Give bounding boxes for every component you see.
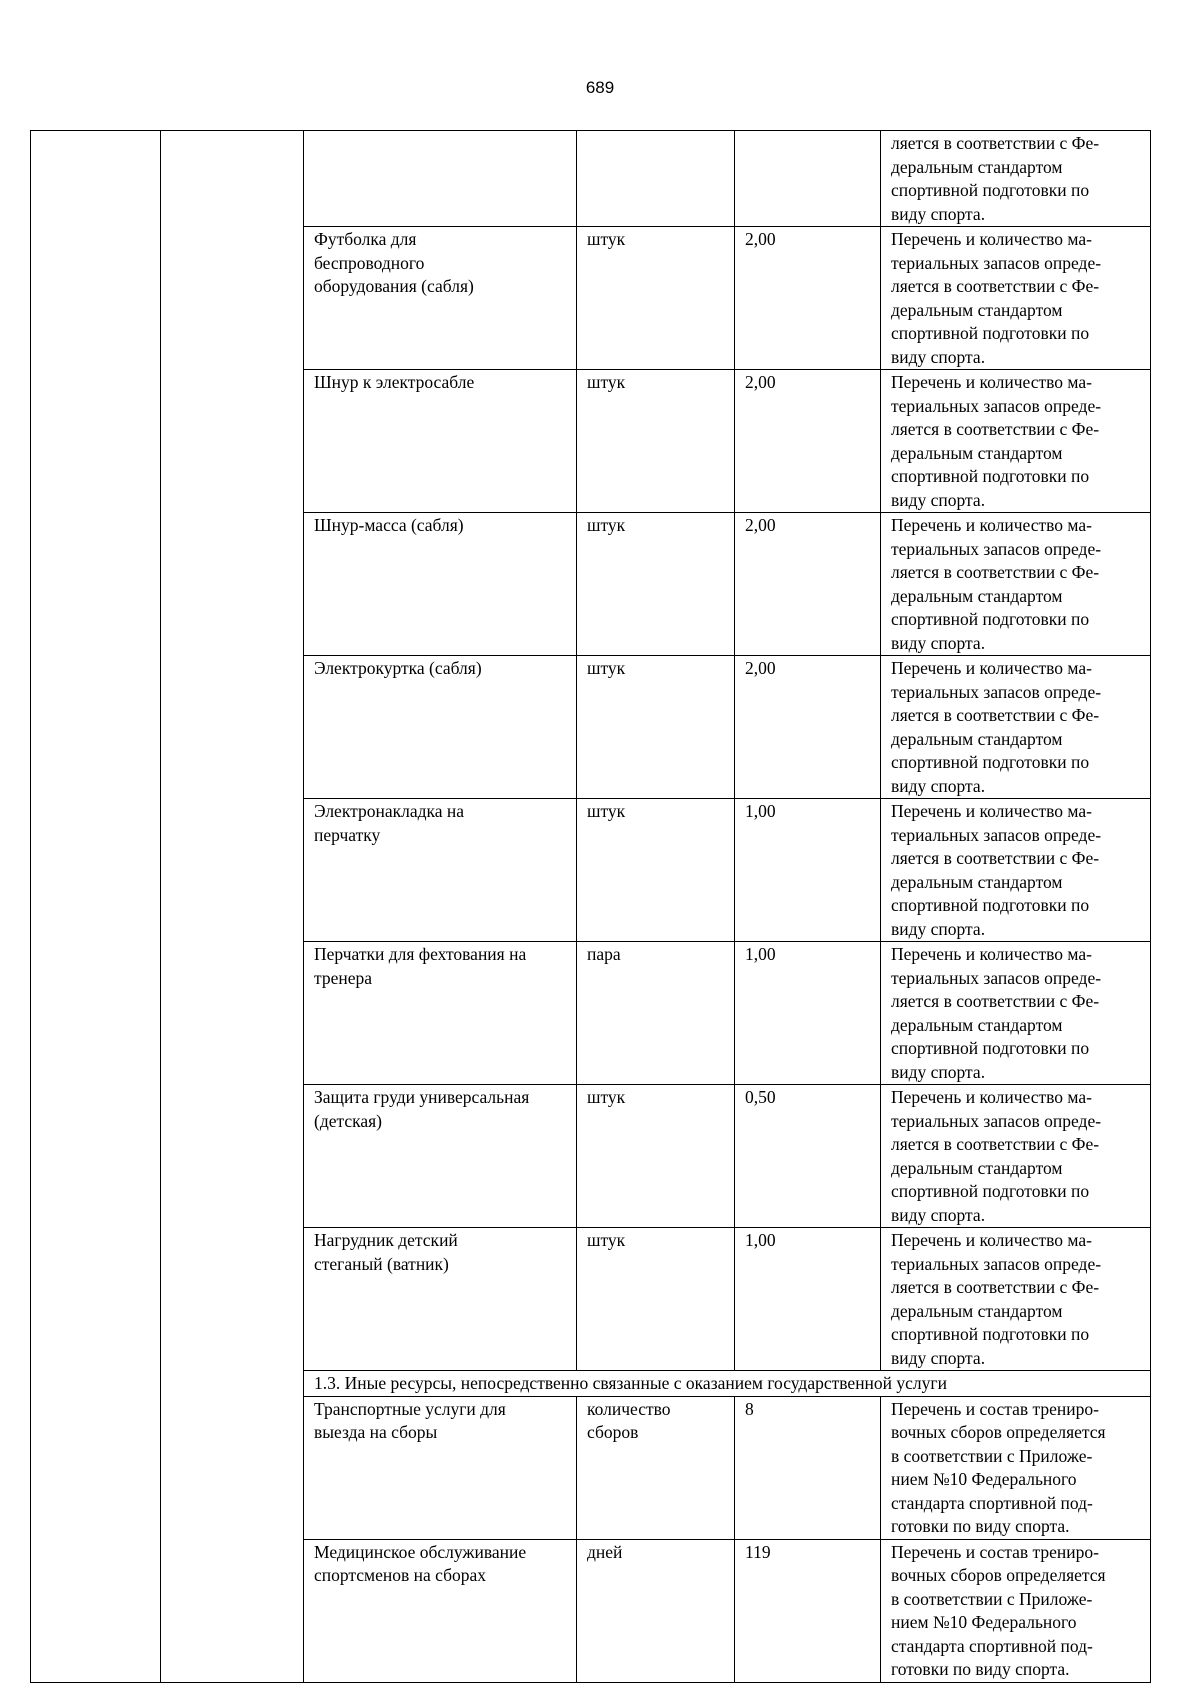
resource-name-cell xyxy=(304,799,577,942)
note-line: в соответствии с Приложе- xyxy=(891,1445,1093,1466)
unit-line: штук xyxy=(587,1230,626,1250)
note-line: вочных сборов определяется xyxy=(891,1565,1106,1585)
note-line: спортивной подготовки по xyxy=(891,323,1090,343)
note-line: спортивной подготовки по xyxy=(891,1038,1090,1058)
note-line: виду спорта. xyxy=(891,775,986,796)
note-line: Перечень и состав трениро- xyxy=(891,1398,1099,1419)
unit-cell xyxy=(577,942,735,1085)
resource-name-line: стеганый (ватник) xyxy=(314,1253,449,1274)
resource-name-line: Медицинское обслуживание xyxy=(314,1541,527,1562)
note-line: спортивной подготовки по xyxy=(891,1324,1090,1344)
note-line: ляется в соответствии с Фе- xyxy=(891,1134,1100,1154)
quantity-cell xyxy=(735,131,881,227)
resource-name-line: выезда на сборы xyxy=(314,1422,438,1442)
note-line: ляется в соответствии с Фе- xyxy=(891,991,1100,1011)
unit xyxy=(577,513,734,538)
unit-line: штук xyxy=(587,372,626,392)
resource-name-cell xyxy=(304,370,577,513)
unit-line: сборов xyxy=(587,1422,639,1442)
note-cell xyxy=(881,1396,1151,1539)
note-line: териальных запасов опреде- xyxy=(891,681,1102,702)
unit-cell xyxy=(577,370,735,513)
note-line: деральным стандартом xyxy=(891,728,1063,749)
note-text xyxy=(881,656,1150,798)
unit xyxy=(577,799,734,824)
note-line: ляется в соответствии с Фе- xyxy=(891,705,1100,725)
note-cell xyxy=(881,799,1151,942)
quantity-cell xyxy=(735,1085,881,1228)
resource-name xyxy=(304,1085,576,1133)
note-line: териальных запасов опреде- xyxy=(891,1110,1102,1131)
quantity: 8 xyxy=(745,1398,754,1419)
resource-name-cell xyxy=(304,942,577,1085)
note-line: ляется в соответствии с Фе- xyxy=(891,276,1100,296)
unit-line: пара xyxy=(587,944,621,964)
quantity-cell xyxy=(735,656,881,799)
unit-cell xyxy=(577,799,735,942)
unit xyxy=(577,1540,734,1565)
resource-name-cell xyxy=(304,1085,577,1228)
resource-name-line: оборудования (сабля) xyxy=(314,276,474,296)
note-line: спортивной подготовки по xyxy=(891,466,1090,486)
unit-line: штук xyxy=(587,515,626,535)
resource-name-line: Шнур к электросабле xyxy=(314,372,475,392)
resource-name xyxy=(304,370,576,395)
note-line: Перечень и количество ма- xyxy=(891,658,1092,678)
quantity-cell xyxy=(735,513,881,656)
unit xyxy=(577,1228,734,1253)
note-line: в соответствии с Приложе- xyxy=(891,1588,1093,1609)
note-line: деральным стандартом xyxy=(891,299,1063,320)
note-line: ляется в соответствии с Фе- xyxy=(891,133,1100,153)
page-number: 689 xyxy=(585,78,615,97)
note-text xyxy=(881,1228,1150,1370)
note-line: спортивной подготовки по xyxy=(891,895,1090,915)
resource-name-cell xyxy=(304,1539,577,1682)
note-line: териальных запасов опреде- xyxy=(891,252,1102,273)
note-line: виду спорта. xyxy=(891,489,986,510)
quantity: 1,00 xyxy=(745,1230,776,1250)
quantity-cell xyxy=(735,227,881,370)
unit xyxy=(577,1397,734,1445)
resource-name-line: Электронакладка на xyxy=(314,801,465,821)
note-line: ляется в соответствии с Фе- xyxy=(891,848,1100,868)
note-line: деральным стандартом xyxy=(891,1157,1063,1178)
unit-line: дней xyxy=(587,1541,623,1562)
quantity-cell xyxy=(735,1539,881,1682)
note-line: Перечень и состав трениро- xyxy=(891,1541,1099,1562)
note-line: виду спорта. xyxy=(891,1204,986,1225)
resource-name xyxy=(304,1228,576,1276)
section-title-cell xyxy=(304,1371,1151,1397)
note-line: деральным стандартом xyxy=(891,1014,1063,1035)
note-text xyxy=(881,942,1150,1084)
note-line: териальных запасов опреде- xyxy=(891,395,1102,416)
resource-name xyxy=(304,1540,576,1588)
note-line: стандарта спортивной под- xyxy=(891,1635,1093,1656)
note-line: Перечень и количество ма- xyxy=(891,1087,1092,1107)
resource-name xyxy=(304,799,576,847)
unit-cell xyxy=(577,513,735,656)
resource-name-cell xyxy=(304,1396,577,1539)
note-cell xyxy=(881,370,1151,513)
resource-name-cell xyxy=(304,656,577,799)
resource-name-line: Перчатки для фехтования на xyxy=(314,944,527,964)
quantity: 2,00 xyxy=(745,229,776,249)
note-line: спортивной подготовки по xyxy=(891,1181,1090,1201)
resource-name-line: Нагрудник детский xyxy=(314,1230,458,1250)
resource-name-cell xyxy=(304,513,577,656)
unit-line: штук xyxy=(587,801,626,821)
note-line: виду спорта. xyxy=(891,1061,986,1082)
note-text xyxy=(881,513,1150,655)
category-column-cell xyxy=(161,131,304,1683)
resource-name-line: Футболка для xyxy=(314,229,417,249)
unit xyxy=(577,370,734,395)
note-line: виду спорта. xyxy=(891,346,986,367)
table-row-continued xyxy=(31,131,1151,227)
note-line: готовки по виду спорта. xyxy=(891,1659,1070,1679)
resource-name-line: Шнур-масса (сабля) xyxy=(314,515,464,535)
resource-name-cell xyxy=(304,1228,577,1371)
unit xyxy=(577,1085,734,1110)
note-line: териальных запасов опреде- xyxy=(891,824,1102,845)
note-cell xyxy=(881,513,1151,656)
note-line: ляется в соответствии с Фе- xyxy=(891,1277,1100,1297)
note-text xyxy=(881,131,1150,226)
note-line: вочных сборов определяется xyxy=(891,1422,1106,1442)
quantity-cell xyxy=(735,799,881,942)
resource-name-line: тренера xyxy=(314,967,373,988)
note-line: стандарта спортивной под- xyxy=(891,1492,1093,1513)
quantity-cell xyxy=(735,1228,881,1371)
note-line: Перечень и количество ма- xyxy=(891,801,1092,821)
resource-name-cell xyxy=(304,227,577,370)
resource-name-line: (детская) xyxy=(314,1110,383,1131)
note-cell xyxy=(881,131,1151,227)
unit xyxy=(577,227,734,252)
note-cell xyxy=(881,227,1151,370)
note-line: нием №10 Федерального xyxy=(891,1469,1077,1489)
quantity: 119 xyxy=(745,1541,771,1562)
note-text xyxy=(881,1397,1150,1539)
unit-line: количество xyxy=(587,1398,671,1419)
table-body xyxy=(31,131,1151,1683)
note-cell xyxy=(881,1539,1151,1682)
quantity: 1,00 xyxy=(745,944,776,964)
note-line: нием №10 Федерального xyxy=(891,1612,1077,1632)
note-line: деральным стандартом xyxy=(891,1300,1063,1321)
note-line: Перечень и количество ма- xyxy=(891,372,1092,392)
note-text xyxy=(881,227,1150,369)
unit-line: штук xyxy=(587,658,626,678)
note-line: териальных запасов опреде- xyxy=(891,1253,1102,1274)
quantity: 2,00 xyxy=(745,658,776,678)
resource-name-line: перчатку xyxy=(314,824,381,845)
note-line: деральным стандартом xyxy=(891,585,1063,606)
quantity-cell xyxy=(735,942,881,1085)
resource-name-cell xyxy=(304,131,577,227)
note-line: ляется в соответствии с Фе- xyxy=(891,562,1100,582)
resource-name-line: беспроводного xyxy=(314,252,425,273)
quantity: 2,00 xyxy=(745,515,776,535)
note-line: Перечень и количество ма- xyxy=(891,1230,1092,1250)
note-cell xyxy=(881,1228,1151,1371)
resource-name-line: Транспортные услуги для xyxy=(314,1398,506,1419)
note-text xyxy=(881,1085,1150,1227)
unit xyxy=(577,656,734,681)
note-cell xyxy=(881,942,1151,1085)
resource-name xyxy=(304,227,576,299)
note-line: виду спорта. xyxy=(891,203,986,224)
resource-name xyxy=(304,942,576,990)
section-title: 1.3. Иные ресурсы, непосредственно связанные с оказанием государственной услуги xyxy=(314,1373,947,1393)
unit-cell xyxy=(577,1085,735,1228)
note-line: виду спорта. xyxy=(891,918,986,939)
note-line: спортивной подготовки по xyxy=(891,752,1090,772)
note-line: деральным стандартом xyxy=(891,156,1063,177)
note-text xyxy=(881,1540,1150,1682)
quantity-cell xyxy=(735,1396,881,1539)
note-line: Перечень и количество ма- xyxy=(891,944,1092,964)
unit-cell xyxy=(577,227,735,370)
unit-cell xyxy=(577,1539,735,1682)
note-line: деральным стандартом xyxy=(891,442,1063,463)
unit-cell xyxy=(577,1228,735,1371)
unit-cell xyxy=(577,656,735,799)
quantity-cell xyxy=(735,370,881,513)
resource-name xyxy=(304,513,576,538)
unit-cell xyxy=(577,1396,735,1539)
note-line: деральным стандартом xyxy=(891,871,1063,892)
note-line: Перечень и количество ма- xyxy=(891,229,1092,249)
resources-table xyxy=(30,130,1151,1683)
quantity: 0,50 xyxy=(745,1087,776,1107)
note-line: териальных запасов опреде- xyxy=(891,538,1102,559)
quantity: 1,00 xyxy=(745,801,776,821)
service-column-cell xyxy=(31,131,161,1683)
resource-name xyxy=(304,1397,576,1445)
note-line: териальных запасов опреде- xyxy=(891,967,1102,988)
resource-name-line: Электрокуртка (сабля) xyxy=(314,658,482,678)
note-text xyxy=(881,370,1150,512)
unit xyxy=(577,942,734,967)
note-line: ляется в соответствии с Фе- xyxy=(891,419,1100,439)
quantity: 2,00 xyxy=(745,372,776,392)
note-cell xyxy=(881,1085,1151,1228)
note-line: виду спорта. xyxy=(891,632,986,653)
note-line: виду спорта. xyxy=(891,1347,986,1368)
resource-name-line: спортсменов на сборах xyxy=(314,1565,487,1585)
note-line: спортивной подготовки по xyxy=(891,180,1090,200)
note-cell xyxy=(881,656,1151,799)
unit-cell xyxy=(577,131,735,227)
note-line: готовки по виду спорта. xyxy=(891,1516,1070,1536)
unit-line: штук xyxy=(587,229,626,249)
resource-name-line: Защита груди универсальная xyxy=(314,1087,530,1107)
unit-line: штук xyxy=(587,1087,626,1107)
note-line: спортивной подготовки по xyxy=(891,609,1090,629)
note-line: Перечень и количество ма- xyxy=(891,515,1092,535)
note-text xyxy=(881,799,1150,941)
resource-name xyxy=(304,656,576,681)
